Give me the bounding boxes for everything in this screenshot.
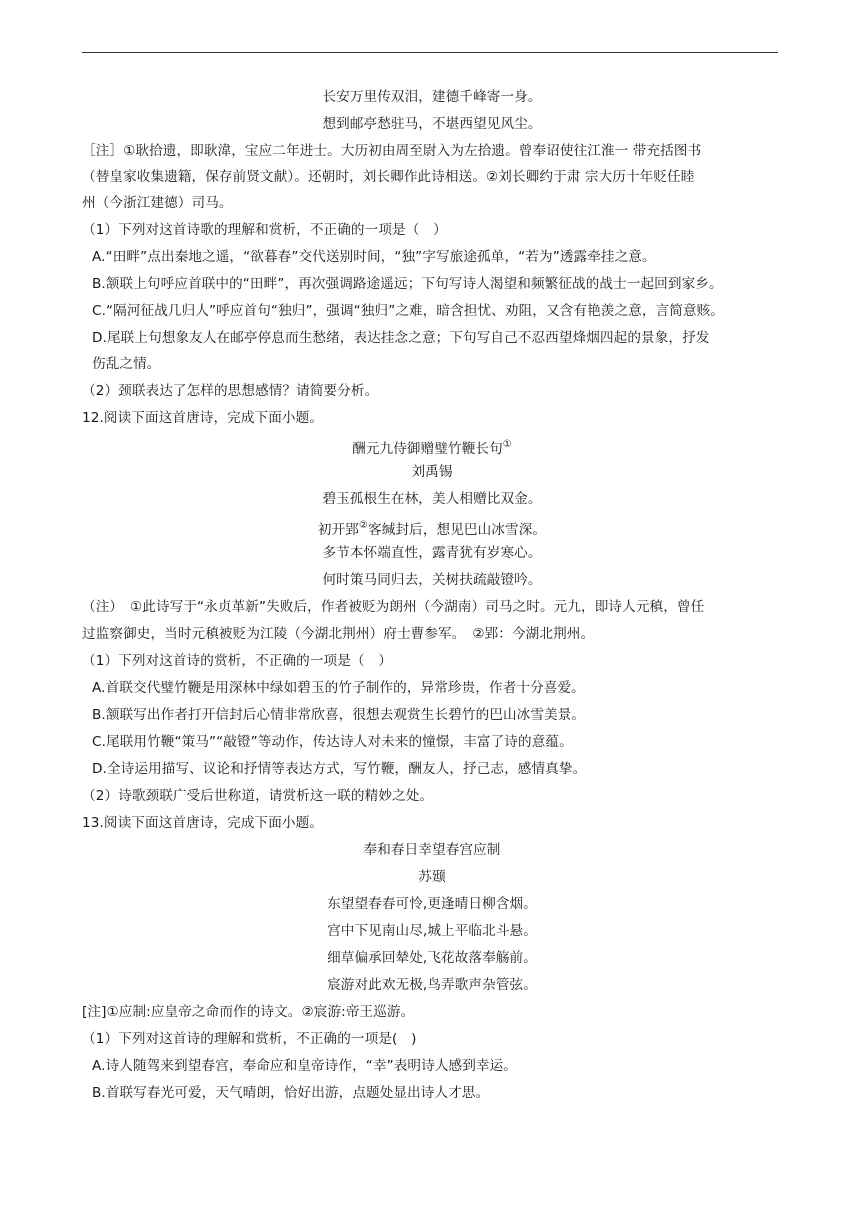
option-b: B.颔联写出作者打开信封后心情非常欣喜，很想去观赏生长碧竹的巴山冰雪美景。 [92,707,586,723]
question-stem: （2）颈联表达了怎样的思想感情？请简要分析。 [82,383,379,399]
poem-line: 宸游对此欢无极,鸟弄歌声杂管弦。 [327,977,537,993]
option-d-continued: 伤乱之情。 [92,356,161,372]
option-c: C.“隔河征战几归人”呼应首句“独归”，强调“独归”之难，暗含担忧、劝阻，又含有艳羡之意，言简意赅。 [92,303,725,319]
question-intro: 13.阅读下面这首唐诗，完成下面小题。 [82,815,324,831]
poem-title: 奉和春日幸望春宫应制 [363,842,501,858]
poem-line: 长安万里传双泪，建德千峰寄一身。 [322,89,542,105]
poem-line-part: 客缄封后，想见巴山冰雪深。 [368,522,547,538]
note-text: ［注］①耿拾遗，即耿湋，宝应二年进士。大历初由周至尉入为左拾遗。曾奉诏使往江淮一 带充括图书 [82,143,702,159]
option-c: C.尾联用竹鞭“策马”“敲镫”等动作，传达诗人对未来的憧憬，丰富了诗的意蕴。 [92,734,573,750]
poem-author: 刘禹锡 [411,464,453,480]
poem-line: 细草偏承回辇处,飞花故落奉觞前。 [327,950,537,966]
note-text: 州（今浙江建德）司马。 [82,195,233,211]
poem-line: 碧玉孤根生在林，美人相赠比双金。 [322,491,542,507]
option-a: A.“田畔”点出秦地之遥，“欲暮春”交代送别时间，“独”字写旅途孤单，“若为”透露牵挂之意。 [92,249,656,265]
header-rule [82,52,778,53]
note-text: 过监察御史，当时元稹被贬为江陵（今湖北荆州）府士曹参军。 ②郢：今湖北荆州。 [82,626,595,642]
option-a: A.首联交代璧竹鞭是用深林中绿如碧玉的竹子制作的，异常珍贵，作者十分喜爱。 [92,680,585,696]
option-b: B.颔联上句呼应首联中的“田畔”，再次强调路途遥远；下句写诗人渴望和频繁征战的战士一起回到家乡。 [92,276,723,292]
question-stem: （1）下列对这首诗的赏析，不正确的一项是（ ） [82,653,393,669]
question-stem: （1）下列对这首诗歌的理解和赏析，不正确的一项是（ ） [82,222,447,238]
poem-line: 多节本怀端直性，露青犹有岁寒心。 [322,545,542,561]
footnote-marker: ② [358,520,369,531]
poem-line: 东望望春春可怜,更逢晴日柳含烟。 [327,896,537,912]
footnote-marker: ① [502,439,512,450]
poem-author: 苏颋 [418,869,446,885]
poem-line: 想到邮亭愁驻马，不堪西望见风尘。 [322,116,542,132]
poem-line: 何时策马同归去，关树扶疏敲镫吟。 [322,572,542,588]
poem-title [82,436,782,458]
note-text: [注]①应制:应皇帝之命而作的诗文。②宸游:帝王巡游。 [82,1004,415,1020]
poem-line-part: 初开郢 [317,522,359,538]
option-d: D.尾联上句想象友人在邮亭停息而生愁绪，表达挂念之意；下句写自己不忍西望烽烟四起的景象，抒发 [92,330,710,346]
note-text: （替皇家收集遗籍，保存前贤文献）。还朝时，刘长卿作此诗相送。②刘长卿约于肃 宗大历十年贬任睦 [82,169,695,185]
option-b: B.首联写春光可爱，天气晴朗，恰好出游，点题处显出诗人才思。 [92,1085,490,1101]
option-a: A.诗人随驾来到望春宫，奉命应和皇帝诗作，“幸”表明诗人感到幸运。 [92,1058,517,1074]
question-stem: （2）诗歌颈联广受后世称道，请赏析这一联的精妙之处。 [82,788,434,804]
poem-line: 宫中下见南山尽,城上平临北斗悬。 [327,923,537,939]
poem-line [82,517,782,539]
note-text: （注） ①此诗写于“永贞革新”失败后，作者被贬为朗州（今湖南）司马之时。元九，即诗人元稹，曾任 [82,599,705,615]
question-intro: 12.阅读下面这首唐诗，完成下面小题。 [82,410,324,426]
option-d: D.全诗运用描写、议论和抒情等表达方式，写竹鞭，酬友人，抒己志，感情真挚。 [92,761,587,777]
question-stem: （1）下列对这首诗的理解和赏析，不正确的一项是( ) [82,1031,417,1047]
poem-title-text: 酬元九侍御赠璧竹鞭长句 [352,441,503,457]
